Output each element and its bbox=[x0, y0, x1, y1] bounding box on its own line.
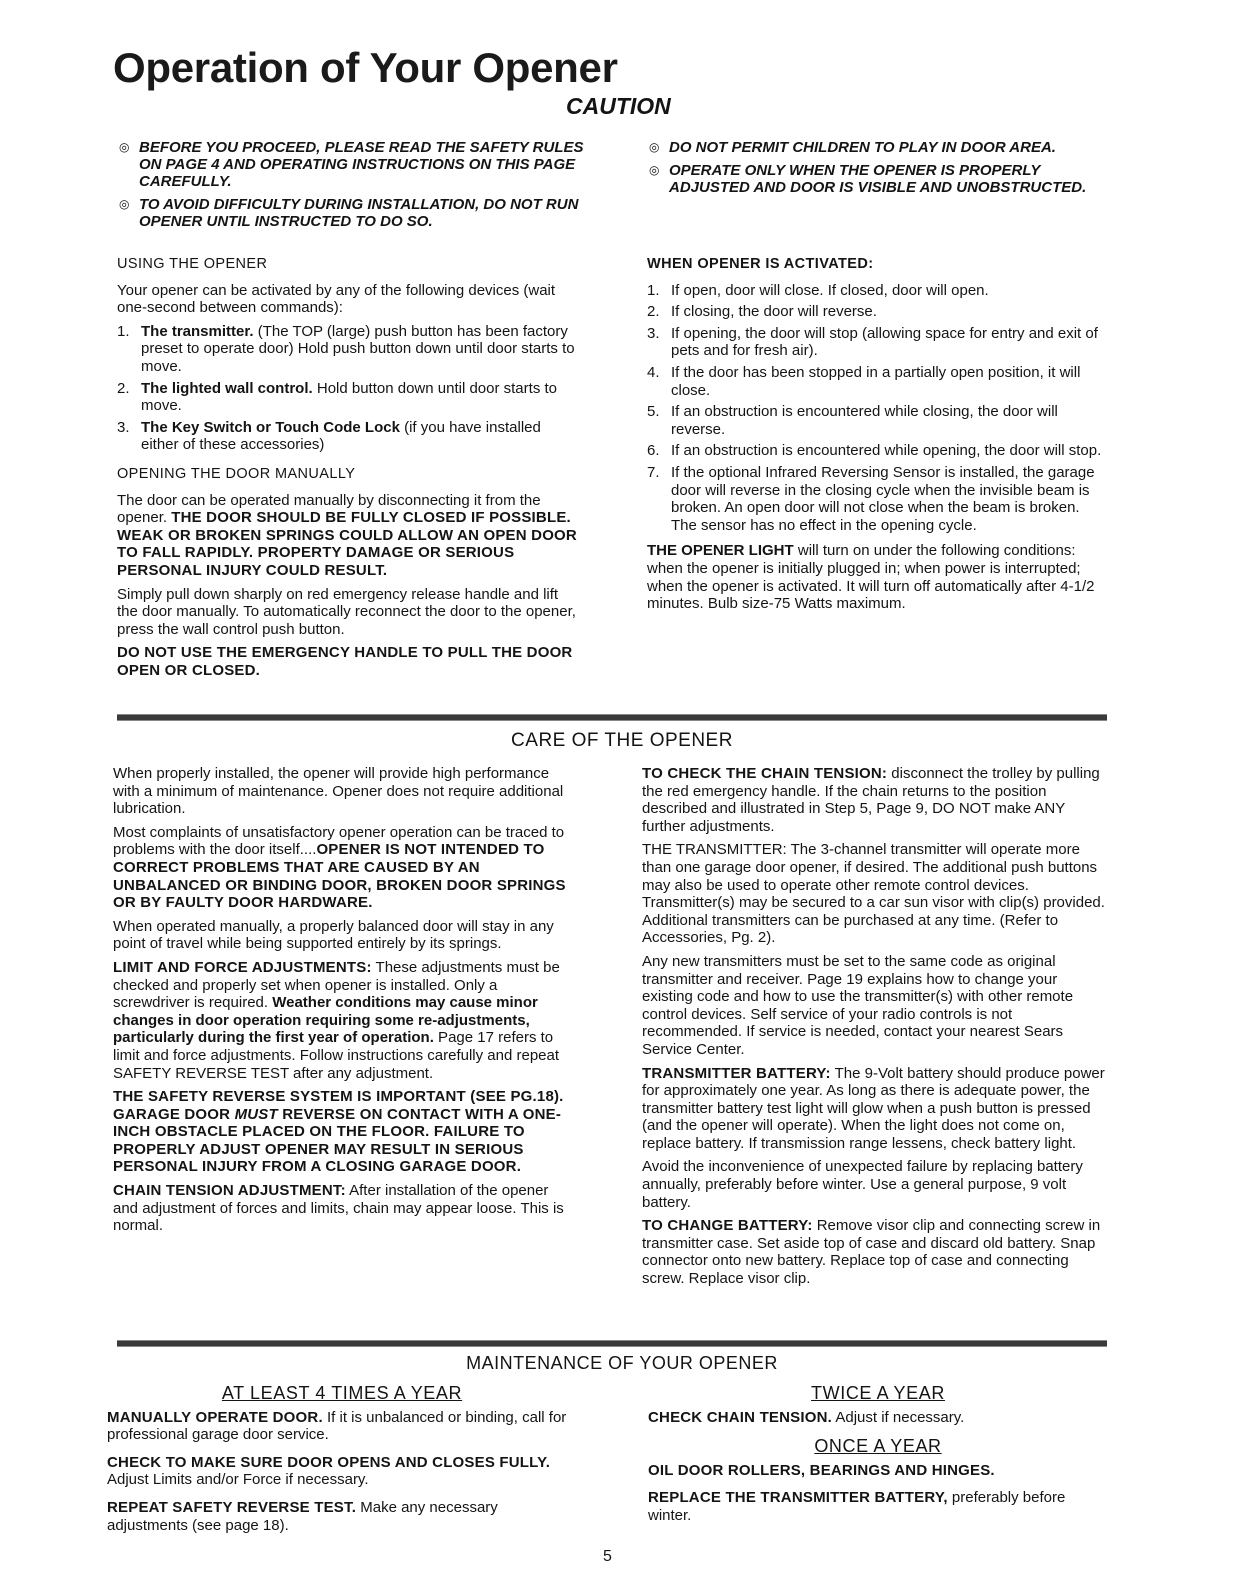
caution-item: ◎ TO AVOID DIFFICULTY DURING INSTALLATION, DO NOT RUN OPENER UNTIL INSTRUCTED TO DO SO. bbox=[119, 196, 579, 230]
bullet-icon: ◎ bbox=[119, 140, 130, 154]
care-paragraph: Any new transmitters must be set to the same code as original transmitter and receiver. Page 19 explains how to change your existing code and how to use the transmitter(s) with other remote control devices. Self service of your radio controls is not recommended. If service is needed, contact your nearest Sears Service Center. bbox=[642, 952, 1074, 1058]
list-item: 5. If an obstruction is encountered while closing, the door will reverse. bbox=[647, 403, 1058, 438]
list-item: 7. If the optional Infrared Reversing Sensor is installed, the garage door will reverse in the closing cycle when the invisible beam is broken. An open door will not close when the beam is broken. The sensor has no effect in the opening cycle. bbox=[647, 463, 1095, 534]
page-number: 5 bbox=[603, 1548, 612, 1565]
caution-item: ◎ DO NOT PERMIT CHILDREN TO PLAY IN DOOR AREA. bbox=[649, 139, 1056, 156]
using-intro: Your opener can be activated by any of the following devices (wait one-second between commands): bbox=[117, 281, 556, 317]
page-title: Operation of Your Opener bbox=[113, 44, 618, 91]
manual-paragraph: Simply pull down sharply on red emergency release handle and lift the door manually. To automatically reconnect the door to the opener, press the wall control push button. bbox=[117, 585, 576, 638]
maintenance-right-column bbox=[648, 1385, 1108, 1535]
twice-subheading: TWICE A YEAR bbox=[811, 1383, 945, 1403]
maintenance-item: OIL DOOR ROLLERS, BEARINGS AND HINGES. bbox=[648, 1461, 995, 1479]
activated-list bbox=[647, 282, 1109, 535]
opener-light-paragraph: THE OPENER LIGHT will turn on under the following conditions: when the opener is initially plugged in; when power is interrupted; when the opener is activated. It will turn off automatically after 4-1/2 minutes. Bulb size-75 Watts maximum. bbox=[647, 542, 1095, 613]
care-right-column bbox=[642, 765, 1106, 1294]
list-item: 2. If closing, the door will reverse. bbox=[647, 303, 877, 321]
care-heading: CARE OF THE OPENER bbox=[511, 730, 733, 751]
list-item: 6. If an obstruction is encountered while opening, the door will stop. bbox=[647, 442, 1102, 460]
care-paragraph: TO CHANGE BATTERY: Remove visor clip and connecting screw in transmitter case. Set aside top of case and discard old battery. Snap connector onto new battery. Replace top of case and connecting screw. Replace visor clip. bbox=[642, 1217, 1101, 1288]
list-item: 1. The transmitter. (The TOP (large) push button has been factory preset to operate door) Hold push button down until door starts to move. bbox=[117, 322, 575, 375]
caution-item: ◎ BEFORE YOU PROCEED, PLEASE READ THE SAFETY RULES ON PAGE 4 AND OPERATING INSTRUCTIONS ON THIS PAGE CAREFULLY. bbox=[119, 139, 584, 190]
maintenance-item: MANUALLY OPERATE DOOR. If it is unbalanced or binding, call for professional garage door service. bbox=[107, 1408, 567, 1444]
caution-item: ◎ OPERATE ONLY WHEN THE OPENER IS PROPERLY ADJUSTED AND DOOR IS VISIBLE AND UNOBSTRUCTED. bbox=[649, 162, 1087, 196]
four-times-subheading: AT LEAST 4 TIMES A YEAR bbox=[221, 1383, 463, 1403]
care-paragraph: THE TRANSMITTER: The 3-channel transmitter will operate more than one garage door opener, if desired. The additional push buttons may also be used to operate other remote control devices. Transmitter(s) may be secured to a car sun visor with clip(s) provided. Additional transmitters can be purchased at any time. (Refer to Accessories, Pg. 2). bbox=[642, 841, 1105, 947]
care-paragraph: TRANSMITTER BATTERY: The 9-Volt battery should produce power for approximately one year. As long as there is adequate power, the transmitter battery test light will glow when a push button is pressed (and the opener will operate). When the light does not come on, replace battery. If transmission range lessens, check battery light. bbox=[642, 1064, 1105, 1152]
care-left-column bbox=[113, 765, 575, 1241]
using-heading: USING THE OPENER bbox=[117, 256, 268, 272]
caution-list-left bbox=[117, 139, 595, 236]
maintenance-item: CHECK CHAIN TENSION. Adjust if necessary. bbox=[648, 1408, 965, 1426]
bullet-icon: ◎ bbox=[649, 163, 660, 177]
maintenance-item: REPLACE THE TRANSMITTER BATTERY, preferably before winter. bbox=[648, 1489, 1066, 1524]
list-item: 1. If open, door will close. If closed, door will open. bbox=[647, 281, 989, 299]
care-paragraph: When operated manually, a properly balanced door will stay in any point of travel while being supported entirely by its springs. bbox=[113, 917, 554, 953]
care-paragraph: LIMIT AND FORCE ADJUSTMENTS: These adjustments must be checked and properly set when opener is installed. Only a screwdriver is required. Weather conditions may cause minor changes in door operation requiring some re-adjustments, particularly during the first year of operation. Page 17 refers to limit and force adjustments. Follow instructions carefully and repeat SAFETY REVERSE TEST after any adjustment. bbox=[113, 958, 560, 1082]
list-item: 4. If the door has been stopped in a partially open position, it will close. bbox=[647, 363, 1081, 399]
caution-list-right bbox=[647, 139, 1117, 202]
maintenance-item: REPEAT SAFETY REVERSE TEST. Make any necessary adjustments (see page 18). bbox=[107, 1498, 498, 1534]
bullet-icon: ◎ bbox=[119, 197, 130, 211]
manual-warning: DO NOT USE THE EMERGENCY HANDLE TO PULL THE DOOR OPEN OR CLOSED. bbox=[117, 644, 573, 679]
once-subheading: ONCE A YEAR bbox=[814, 1436, 942, 1457]
care-paragraph: TO CHECK THE CHAIN TENSION: disconnect the trolley by pulling the red emergency handle. If the chain returns to the position described and illustrated in Step 5, Page 9, DO NOT make ANY further adjustments. bbox=[642, 765, 1100, 835]
manual-heading: OPENING THE DOOR MANUALLY bbox=[117, 465, 356, 482]
maintenance-left-column bbox=[107, 1385, 577, 1544]
left-column-operation bbox=[117, 256, 579, 685]
caution-heading: CAUTION bbox=[566, 93, 671, 119]
safety-reverse-warning: THE SAFETY REVERSE SYSTEM IS IMPORTANT (SEE PG.18). GARAGE DOOR MUST REVERSE ON CONTACT WITH A ONE-INCH OBSTACLE PLACED ON THE FLOOR. FAILURE TO PROPERLY ADJUST OPENER MAY RESULT IN SERIOUS PERSONAL INJURY FROM A CLOSING GARAGE DOOR. bbox=[113, 1088, 564, 1176]
section-divider bbox=[117, 1340, 1107, 1347]
maintenance-item: CHECK TO MAKE SURE DOOR OPENS AND CLOSES FULLY. Adjust Limits and/or Force if necessary. bbox=[107, 1453, 551, 1489]
manual-paragraph: The door can be operated manually by disconnecting it from the opener. THE DOOR SHOULD BE FULLY CLOSED IF POSSIBLE. WEAK OR BROKEN SPRINGS COULD ALLOW AN OPEN DOOR TO FALL RAPIDLY. PROPERTY DAMAGE OR SERIOUS PERSONAL INJURY COULD RESULT. bbox=[117, 491, 577, 579]
care-paragraph: When properly installed, the opener will provide high performance with a minimum of maintenance. Opener does not require additional lubrication. bbox=[113, 765, 564, 818]
list-item: 3. If opening, the door will stop (allowing space for entry and exit of pets and for fresh air). bbox=[647, 324, 1098, 360]
right-column-operation bbox=[647, 256, 1109, 619]
maintenance-heading: MAINTENANCE OF YOUR OPENER bbox=[466, 1353, 778, 1373]
list-item: 2. The lighted wall control. Hold button down until door starts to move. bbox=[117, 379, 557, 415]
list-item: 3. The Key Switch or Touch Code Lock (if you have installed either of these accessories) bbox=[117, 418, 541, 454]
activated-heading: WHEN OPENER IS ACTIVATED: bbox=[647, 256, 874, 272]
care-paragraph: Avoid the inconvenience of unexpected failure by replacing battery annually, preferably before winter. Use a general purpose, 9 volt battery. bbox=[642, 1158, 1083, 1211]
section-divider bbox=[117, 714, 1107, 721]
care-paragraph: CHAIN TENSION ADJUSTMENT: After installation of the opener and adjustment of forces and limits, chain may appear loose. This is normal. bbox=[113, 1182, 564, 1235]
bullet-icon: ◎ bbox=[649, 140, 660, 154]
care-paragraph: Most complaints of unsatisfactory opener operation can be traced to problems with the door itself....OPENER IS NOT INTENDED TO CORRECT PROBLEMS THAT ARE CAUSED BY AN UNBALANCED OR BINDING DOOR, BROKEN DOOR SPRINGS OR BY FAULTY DOOR HARDWARE. bbox=[113, 823, 566, 912]
using-list bbox=[117, 323, 579, 454]
